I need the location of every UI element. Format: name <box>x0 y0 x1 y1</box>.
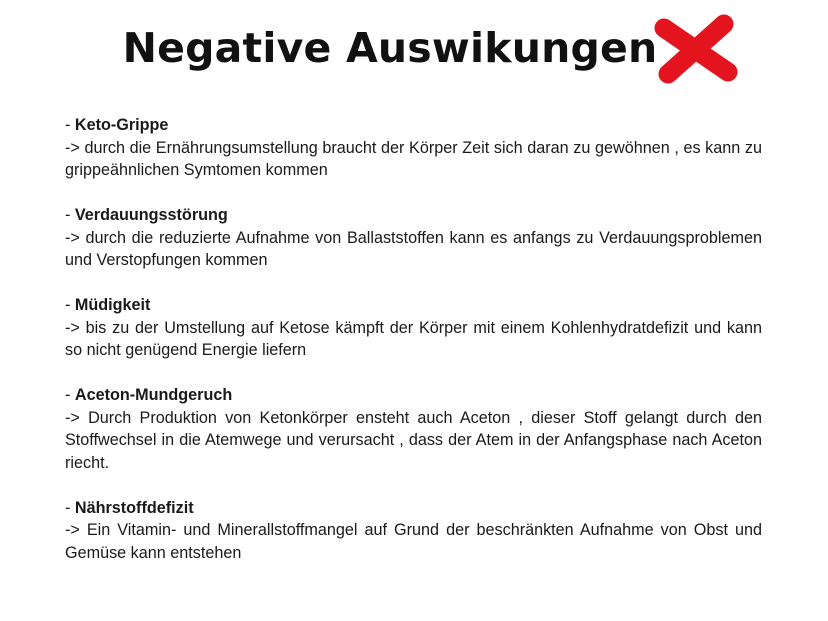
item-description: -> durch die reduzierte Aufnahme von Ballaststoffen kann es anfangs zu Verdauungsproblemen und Verstopfungen kommen <box>65 228 762 269</box>
item-label: Verdauungsstörung <box>74 206 228 224</box>
list-item-keto-grippe <box>65 114 762 182</box>
item-heading <box>65 204 762 227</box>
item-description: -> Durch Produktion von Ketonkörper ensteht auch Aceton , dieser Stoff gelangt durch den Stoffwechsel in die Atemwege und verursacht , dass der Atem in der Anfangsphase nach Aceton riecht. <box>65 408 762 472</box>
item-description: -> bis zu der Umstellung auf Ketose kämpft der Körper mit einem Kohlenhydratdefizit und kann so nicht genügend Energie liefern <box>65 318 762 359</box>
cross-icon <box>650 14 742 84</box>
page-title: Negative Auswikungen <box>122 24 658 72</box>
list-item-aceton-mundgeruch <box>65 384 762 474</box>
item-heading <box>65 294 762 317</box>
item-heading <box>65 497 762 520</box>
list-item-naehrstoffdefizit <box>65 497 762 565</box>
item-label: Nährstoffdefizit <box>74 498 194 517</box>
item-description: -> Ein Vitamin- und Minerallstoffmangel auf Grund der beschränkten Aufnahme von Obst und Gemüse kann entstehen <box>65 521 762 562</box>
list-item-verdauungsstoerung <box>65 204 762 272</box>
item-label: Aceton-Mundgeruch <box>74 386 233 404</box>
bullet: - <box>65 498 71 517</box>
item-heading <box>65 114 762 137</box>
item-heading <box>65 384 762 407</box>
bullet: - <box>65 206 71 224</box>
item-label: Keto-Grippe <box>74 116 169 134</box>
list-item-muedigkeit <box>65 294 762 362</box>
item-label: Müdigkeit <box>74 296 151 314</box>
bullet: - <box>65 386 71 404</box>
item-description: -> durch die Ernährungsumstellung braucht der Körper Zeit sich daran zu gewöhnen , es kann zu grippeähnlichen Symtomen kommen <box>65 138 762 179</box>
bullet: - <box>65 116 71 134</box>
effects-list <box>65 114 762 587</box>
bullet: - <box>65 296 71 314</box>
